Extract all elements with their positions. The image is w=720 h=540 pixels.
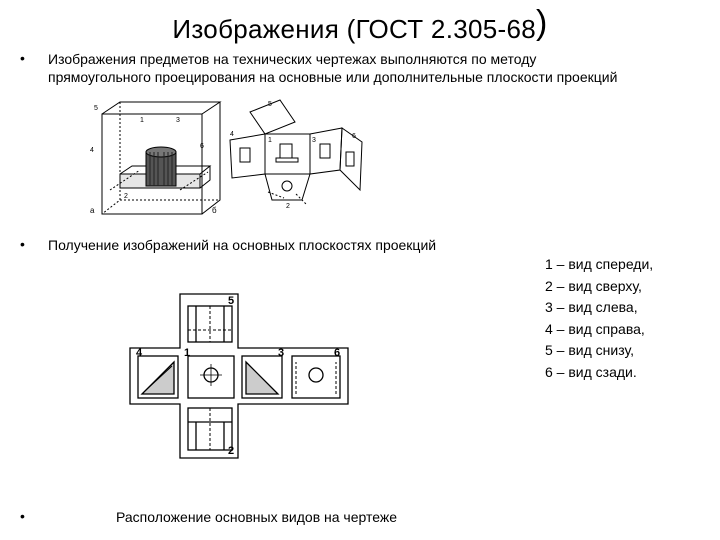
view-left-mark [240, 148, 250, 162]
bullet-marker-1: • [20, 50, 25, 66]
view-right-mark [320, 144, 330, 158]
view-5-hidden [188, 306, 232, 342]
title-text: Изображения (ГОСТ 2.305-68 [172, 14, 536, 44]
unfolded-number-2: 2 [286, 203, 290, 210]
figure-label-a: а [90, 206, 95, 215]
bullet-marker-2: • [20, 236, 25, 252]
view-front-mark [280, 144, 292, 158]
view-3-triangle [246, 362, 278, 394]
cube-number-1: 1 [140, 117, 144, 124]
unfolded-plane-top [250, 100, 295, 134]
unfolded-number-5: 5 [268, 101, 272, 108]
views-number-6: 6 [334, 347, 341, 359]
views-legend [545, 254, 653, 383]
legend-item-2: 2 – вид сверху, [545, 277, 642, 294]
cube-number-2: 2 [124, 193, 128, 200]
unfolded-number-1: 1 [268, 137, 272, 144]
views-number-2: 2 [228, 445, 235, 457]
bullet-1-line-1: Изображения предметов на технических чертежах выполняются по методу [48, 51, 537, 67]
unfolded-number-3: 3 [312, 137, 316, 144]
views-number-5: 5 [228, 295, 235, 307]
slide-title [0, 4, 720, 47]
unfolded-plane-left [230, 134, 265, 178]
bullet-marker-3: • [20, 508, 25, 524]
legend-item-4: 4 – вид справа, [545, 320, 645, 337]
cube-number-6: 6 [200, 143, 204, 150]
unfolded-plane-bottom [265, 174, 310, 200]
unfolded-plane-back [340, 128, 362, 190]
view-6-hole [309, 368, 323, 382]
views-number-4: 4 [136, 347, 143, 359]
view-6-rect [292, 356, 340, 398]
cube-number-4: 4 [90, 147, 94, 154]
unfolded-plane-right [310, 128, 342, 174]
legend-item-6: 6 – вид сзади. [545, 363, 637, 380]
view-front-base [276, 158, 298, 162]
legend-item-3: 3 – вид слева, [545, 299, 638, 315]
title-paren: ) [535, 4, 548, 42]
view-6-hidden [296, 362, 336, 394]
legend-item-5: 5 – вид снизу, [545, 342, 634, 358]
bullet-1-text [48, 50, 617, 86]
bullet-3-line-1: Расположение основных видов на чертеже [116, 509, 398, 525]
view-back-mark [346, 152, 354, 166]
view-bottom-circle [282, 181, 292, 191]
views-number-3: 3 [278, 347, 285, 359]
figure-label-b: б [212, 206, 217, 215]
views-number-1: 1 [184, 347, 191, 359]
cube-number-5: 5 [94, 105, 98, 112]
bullet-2-line-1: Получение изображений на основных плоскостях проекций [48, 237, 437, 253]
cube-number-3: 3 [176, 117, 180, 124]
bullet-1-line-2: прямоугольного проецирования на основные или дополнительные плоскости проекций [48, 69, 618, 85]
legend-item-1: 1 – вид спереди, [545, 256, 654, 272]
view-1-center-lines [200, 364, 222, 386]
cube-side-edge [202, 102, 220, 214]
unfolded-number-4: 4 [230, 131, 234, 138]
basic-views-figure [128, 292, 350, 464]
unfolded-number-6: 6 [352, 133, 356, 140]
projection-cube-figure [80, 92, 370, 220]
